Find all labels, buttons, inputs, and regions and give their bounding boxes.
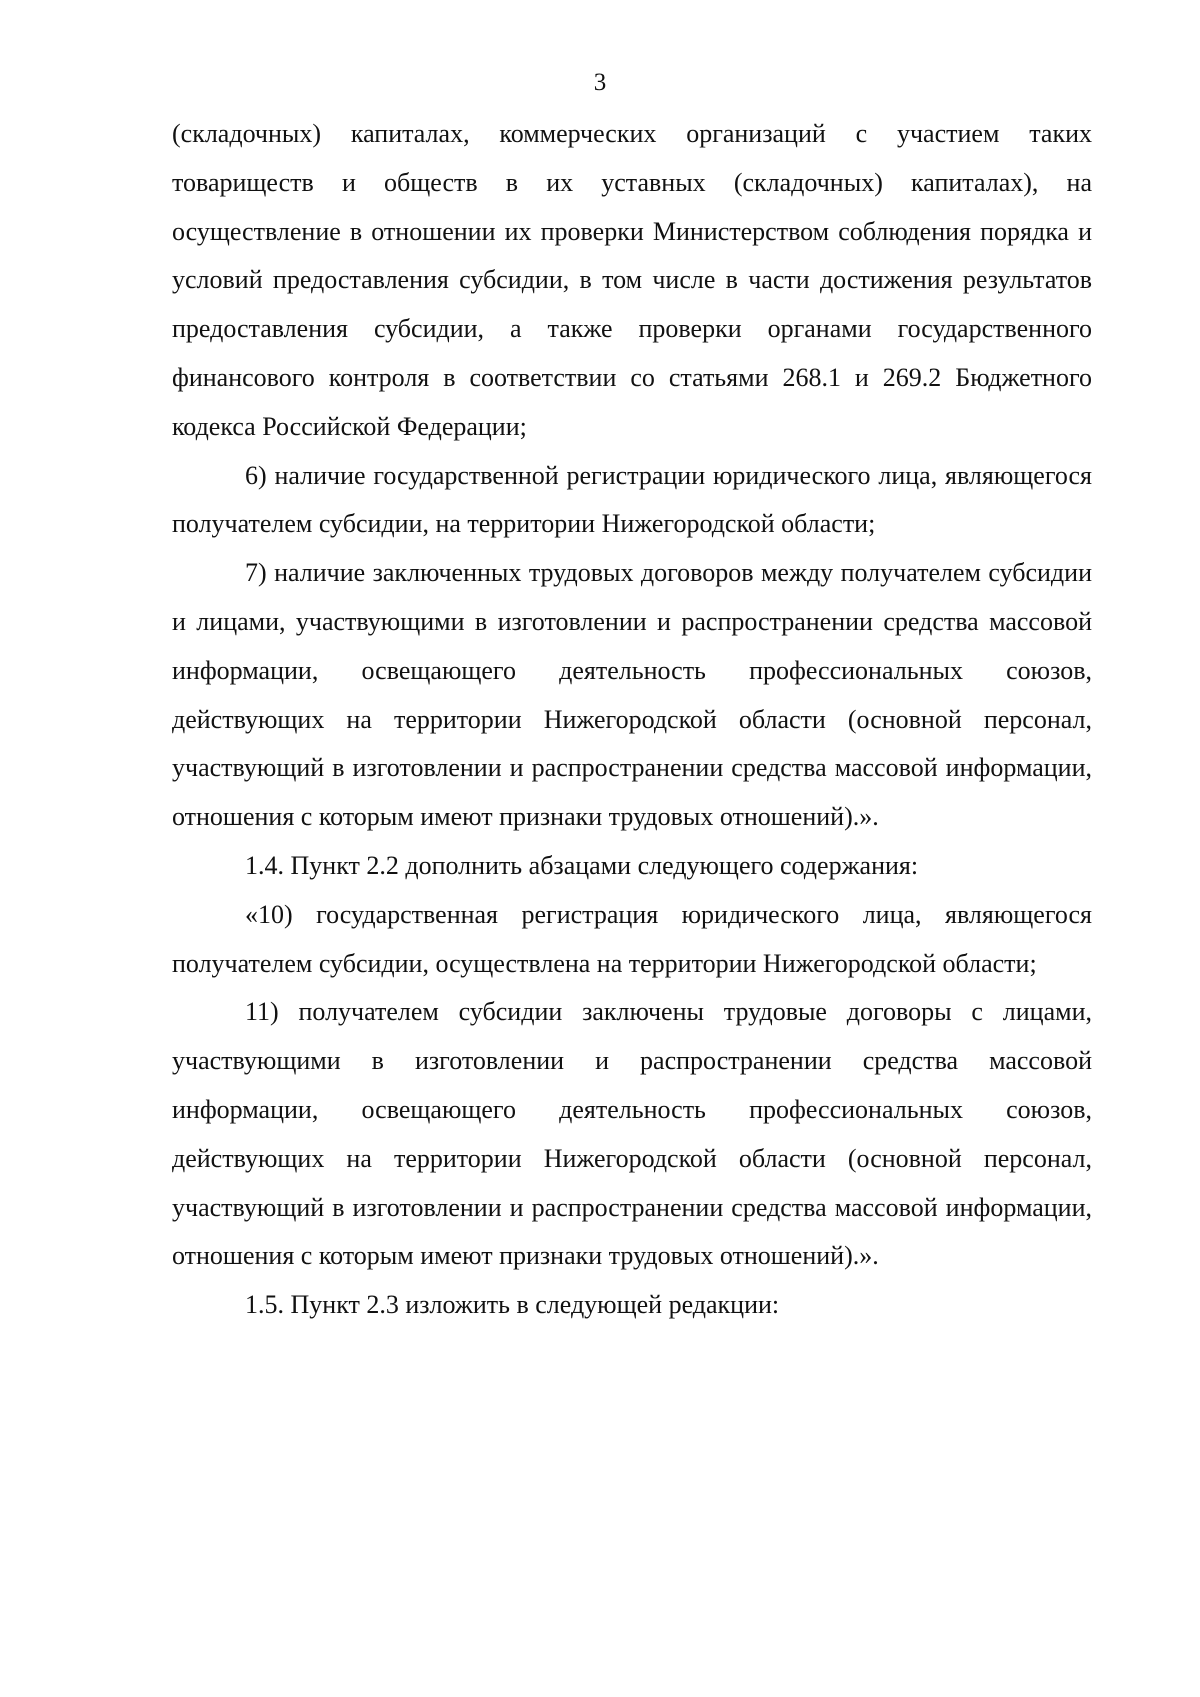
paragraph-item-7: 7) наличие заключенных трудовых договоров между получателем субсидии и лицами, участвующими в изготовлении и распространении средства массовой информации, освещающего деятельность профессиональных союзов, действующих на территории Нижегородской области (основной персонал, участвующий в изготовлении и распространении средства массовой информации, отношения с которым имеют признаки трудовых отношений).». — [172, 558, 1092, 832]
paragraph-item-10: «10) государственная регистрация юридического лица, являющегося получателем субсидии, осуществлена на территории Нижегородской области; — [172, 899, 1092, 978]
paragraph-item-11: 11) получателем субсидии заключены трудовые договоры с лицами, участвующими в изготовлении и распространении средства массовой информации, освещающего деятельность профессиональных союзов, действующих на территории Нижегородской области (основной персонал, участвующий в изготовлении и распространении средства массовой информации, отношения с которым имеют признаки трудовых отношений).». — [172, 997, 1092, 1271]
document-body — [172, 110, 1092, 1330]
paragraph-clause-1-5: 1.5. Пункт 2.3 изложить в следующей редакции: — [245, 1290, 780, 1320]
paragraph-continuation: (складочных) капиталах, коммерческих организаций с участием таких товариществ и обществ в их уставных (складочных) капиталах), на осуществление в отношении их проверки Министерством соблюдения порядка и условий предоставления субсидии, в том числе в части достижения результатов предоставления субсидии, а также проверки органами государственного финансового контроля в соответствии со статьями 268.1 и 269.2 Бюджетного кодекса Российской Федерации; — [172, 119, 1092, 441]
paragraph-clause-1-4: 1.4. Пункт 2.2 дополнить абзацами следующего содержания: — [245, 850, 919, 880]
paragraph-item-6: 6) наличие государственной регистрации юридического лица, являющегося получателем субсидии, на территории Нижегородской области; — [172, 460, 1092, 539]
page-number: 3 — [593, 69, 607, 96]
